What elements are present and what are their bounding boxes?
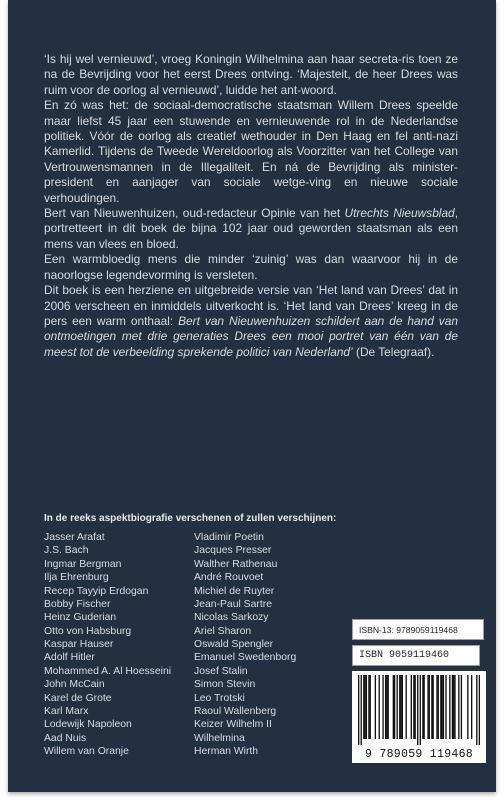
series-list-item: Ingmar Bergman: [44, 558, 122, 570]
series-list-item: Karl Marx: [44, 705, 89, 717]
blurb-text: [44, 52, 458, 360]
barcode-bar: [440, 675, 441, 739]
series-list-item: J.S. Bach: [44, 545, 89, 557]
series-list-item: Heinz Guderian: [44, 612, 117, 624]
series-list-item: Kaspar Hauser: [44, 639, 114, 650]
barcode-bar: [388, 675, 389, 739]
barcode-bar: [411, 675, 412, 739]
barcode-bar: [432, 675, 433, 739]
blurb-paragraph-1: ‘Is hij wel vernieuwd’, vroeg Koningin Wilhelmina aan haar secreta-ris toen ze na de Bevrijding voor het eerst Drees ontving. ‘Majesteit, de heer Drees was ruim voor de oorlog al vernieuwd’, luidde het ant-woord.: [44, 52, 458, 97]
blurb-paragraph-5: [44, 283, 458, 360]
barcode-bar: [471, 675, 472, 739]
barcode-bar: [443, 675, 444, 739]
barcode-bar: [366, 675, 367, 739]
barcode-bar: [423, 675, 424, 739]
blurb-paragraph-3: [44, 206, 458, 252]
barcode-bar: [436, 675, 437, 739]
book-back-cover: [8, 0, 496, 792]
series-list-item: Jean-Paul Sartre: [194, 598, 272, 610]
isbn10-label: ISBN 9059119460: [352, 645, 480, 666]
series-list-item: Raoul Wallenberg: [194, 705, 277, 717]
press-quote: Bert van Nieuwenhuizen schildert aan de hand van ontmoetingen met drie generaties Drees een mooi portret van één van de meest tot de verbeelding sprekende politici van Nederland’: [44, 313, 458, 359]
barcode-bar: [454, 675, 455, 739]
barcode-bar: [406, 675, 407, 739]
barcode-bar: [417, 675, 418, 745]
barcode-bar: [394, 675, 395, 739]
blurb-paragraph-4: Een warmbloedig mens die minder ‘zuinig’ was dan waarvoor hij in de naoorlogse legendevorming is versleten.: [44, 252, 458, 282]
barcode-bar: [445, 675, 446, 739]
series-list-item: Walther Rathenau: [194, 558, 278, 570]
series-list-item: Karel de Grote: [44, 692, 112, 704]
barcode-bar: [422, 675, 423, 739]
barcode-bar: [368, 675, 369, 739]
barcode-bar: [361, 675, 362, 745]
series-list-item: Vladimir Poetin: [194, 532, 264, 543]
series-list-column-1: [44, 531, 204, 758]
barcode-bar: [476, 675, 477, 745]
barcode-bar: [441, 675, 442, 739]
blurb-paragraph-3-part: , portretteert in dit boek de bijna 102 jaar oud geworden staatsman als een mens van vlees en bloed.: [44, 206, 458, 251]
blurb-paragraph-2: En zó was het: de sociaal-democratische staatsman Willem Drees speelde maar liefst 45 jaar een stuwende en vernieuwende rol in de Nederlandse politiek. Vóór de oorlog als creatief wethouder in Den Haag en fel anti-nazi Kamerlid. Tijdens de Tweede Wereldoorlog als Voorzitter van het College van Vertrouwensmannen in de Illegaliteit. En ná de Bevrijding als minister-president en aanjager van sociale wetge-ving en nieuwe sociale verhoudingen.: [44, 98, 458, 205]
barcode-bar: [479, 675, 480, 745]
series-heading: In de reeks aspektbiografie verschenen of zullen verschijnen:: [44, 513, 337, 524]
barcode-bar: [379, 675, 380, 739]
barcode-bar: [370, 675, 371, 739]
barcode-bar: [415, 675, 416, 739]
barcode-bar: [364, 675, 365, 739]
barcode-bar: [449, 675, 450, 739]
series-list-item: André Rouvoet: [194, 572, 264, 584]
barcode-bar: [402, 675, 403, 739]
series-list-item: Recep Tayyip Erdogan: [44, 585, 149, 597]
series-list-item: Lodewijk Napoleon: [44, 719, 132, 731]
barcode-bar: [393, 675, 394, 739]
series-list-item: John McCain: [44, 679, 105, 691]
barcode-bar: [399, 675, 400, 739]
series-list-item: Michiel de Ruyter: [194, 585, 275, 597]
blurb-paragraph-5-part: (De Telegraaf).: [352, 344, 435, 359]
series-list-item: Jacques Presser: [194, 545, 272, 557]
barcode-digits: 9 789059 119468: [364, 748, 474, 761]
series-list-item: Willem van Oranje: [44, 746, 129, 757]
barcode-bar: [397, 675, 398, 739]
barcode-bars: [358, 675, 480, 745]
series-list-item: Ilja Ehrenburg: [44, 572, 109, 584]
barcode-bar: [461, 675, 462, 739]
series-list-item: Simon Stevin: [194, 679, 256, 691]
barcode-bar: [413, 675, 414, 739]
barcode-bar: [427, 675, 428, 739]
barcode-bar: [363, 675, 364, 739]
isbn13-label: ISBN-13: 9789059119468: [352, 619, 484, 640]
series-list-item: Aad Nuis: [44, 732, 87, 744]
barcode-bar: [382, 675, 383, 739]
series-list-item: Wilhelmina: [194, 732, 245, 744]
series-list-item: Emanuel Swedenborg: [194, 652, 297, 664]
newspaper-title: Utrechts Nieuwsblad: [344, 206, 455, 221]
barcode-bar: [438, 675, 439, 739]
barcode-bar: [453, 675, 454, 739]
barcode-bar: [400, 675, 401, 739]
series-list-item: Mohammed A. Al Hoesseini: [44, 665, 172, 677]
barcode-bar: [431, 675, 432, 739]
barcode-bar: [385, 675, 386, 739]
series-list-column-2: [194, 531, 344, 758]
barcode-bar: [386, 675, 387, 739]
series-list-item: Leo Trotski: [194, 692, 245, 704]
blurb-paragraph-3-part: Bert van Nieuwenhuizen, oud-redacteur Opinie van het: [44, 206, 345, 221]
series-list-item: Bobby Fischer: [44, 598, 111, 610]
series-list-item: Herman Wirth: [194, 746, 259, 757]
barcode-bar: [452, 675, 453, 739]
series-list-item: Otto von Habsburg: [44, 625, 132, 637]
series-list-item: Oswald Spengler: [194, 639, 274, 650]
series-list-item: Keizer Wilhelm II: [194, 719, 272, 731]
barcode-bar: [458, 675, 459, 739]
barcode-bar: [467, 675, 468, 739]
series-list-item: Jasser Arafat: [44, 532, 105, 543]
barcode: [352, 671, 486, 763]
barcode-bar: [375, 675, 376, 739]
series-list-item: Josef Stalin: [194, 665, 248, 677]
barcode-bar: [358, 675, 359, 745]
series-list-item: Nicolas Sarkozy: [194, 612, 269, 624]
series-list-item: Ariel Sharon: [194, 625, 252, 637]
blurb-paragraph-5-part: Dit boek is een herziene en uitgebreide versie van ‘Het land van Drees’ dat in 2006 verscheen en inmiddels uitverkocht is. ‘Het land van Drees’ kreeg in de pers een warm onthaal:: [44, 283, 458, 328]
barcode-bar: [420, 675, 421, 745]
barcode-bar: [429, 675, 430, 739]
series-list-item: Adolf Hitler: [44, 652, 95, 664]
